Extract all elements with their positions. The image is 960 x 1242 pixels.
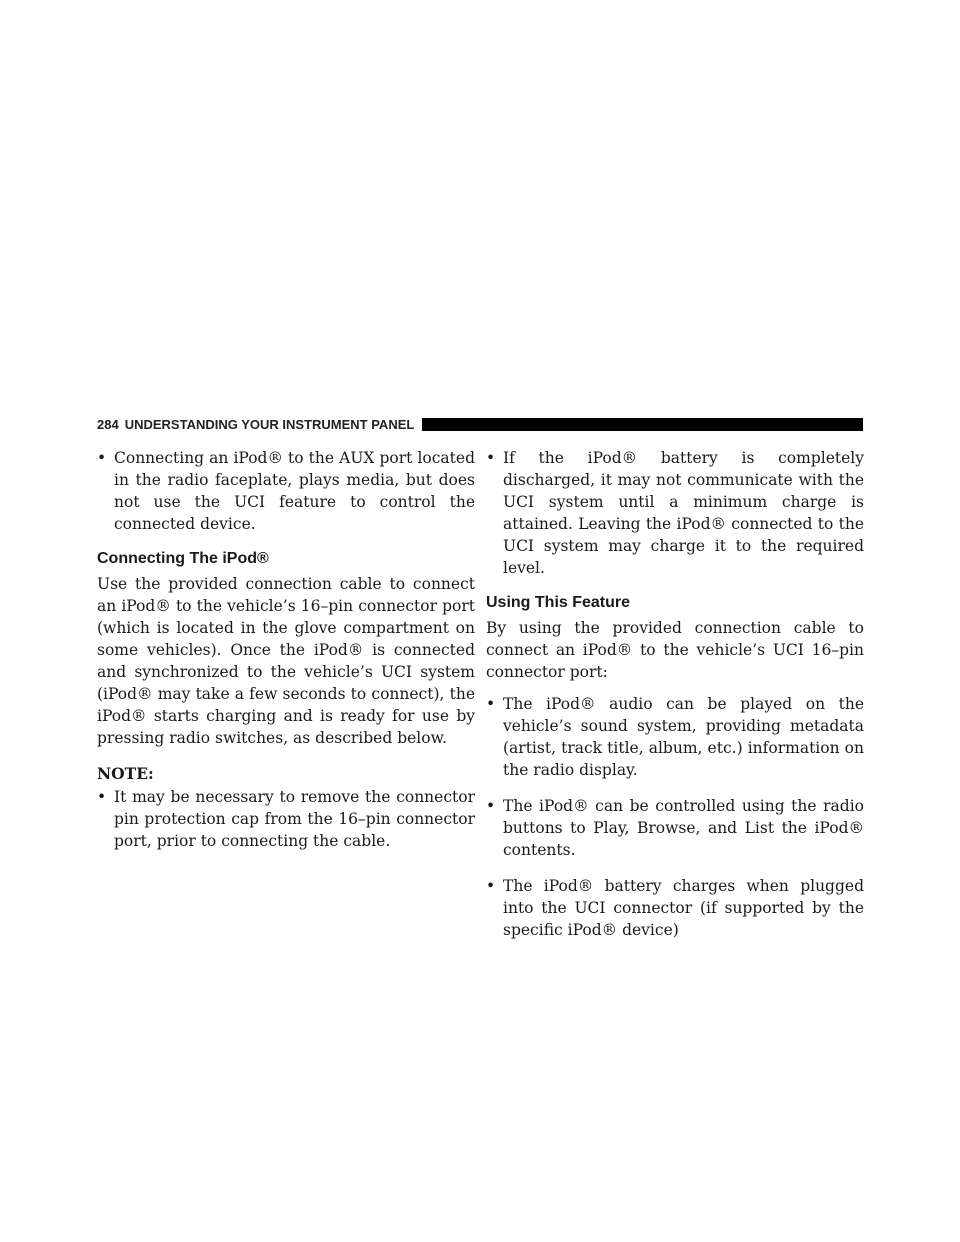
bullet-icon: • (486, 449, 496, 467)
list-item (486, 447, 864, 579)
header-rule (422, 418, 863, 431)
bullet-text: The iPod® battery charges when plugged into the UCI connector (if supported by the specific iPod® device) (503, 877, 864, 939)
list-item (97, 447, 475, 535)
body-paragraph: By using the provided connection cable to connect an iPod® to the vehicle’s UCI 16–pin connector port: (486, 619, 864, 681)
bullet-text: Connecting an iPod® to the AUX port located in the radio faceplate, plays media, but does not use the UCI feature to control the connected device. (114, 449, 475, 533)
page-header (97, 416, 863, 433)
bullet-icon: • (486, 797, 496, 815)
page-number: 284 (97, 417, 119, 432)
bullet-icon: • (97, 788, 107, 806)
right-column (486, 447, 864, 955)
bullet-text: It may be necessary to remove the connector pin protection cap from the 16–pin connector port, prior to connecting the cable. (114, 788, 475, 850)
list-item (97, 786, 475, 852)
section-heading: Connecting The iPod® (97, 550, 269, 567)
bullet-icon: • (486, 877, 496, 895)
bullet-text: The iPod® audio can be played on the vehicle’s sound system, providing metadata (artist, track title, album, etc.) information on the radio display. (503, 695, 864, 779)
bullet-icon: • (486, 695, 496, 713)
list-item (486, 795, 864, 861)
left-column (97, 447, 475, 866)
section-heading: Using This Feature (486, 594, 631, 611)
section-title: UNDERSTANDING YOUR INSTRUMENT PANEL (124, 417, 415, 432)
bullet-icon: • (97, 449, 107, 467)
note-label: NOTE: (97, 764, 154, 783)
bullet-text: If the iPod® battery is completely discharged, it may not communicate with the UCI system until a minimum charge is attained. Leaving the iPod® connected to the UCI system may charge it to the required level. (503, 449, 864, 577)
bullet-text: The iPod® can be controlled using the radio buttons to Play, Browse, and List the iPod® contents. (503, 797, 864, 859)
body-paragraph: Use the provided connection cable to connect an iPod® to the vehicle’s 16–pin connector port (which is located in the glove compartment on some vehicles). Once the iPod® is connected and synchronized to the vehicle’s UCI system (iPod® may take a few seconds to connect), the iPod® starts charging and is ready for use by pressing radio switches, as described below. (97, 575, 475, 747)
list-item (486, 875, 864, 941)
list-item (486, 693, 864, 781)
